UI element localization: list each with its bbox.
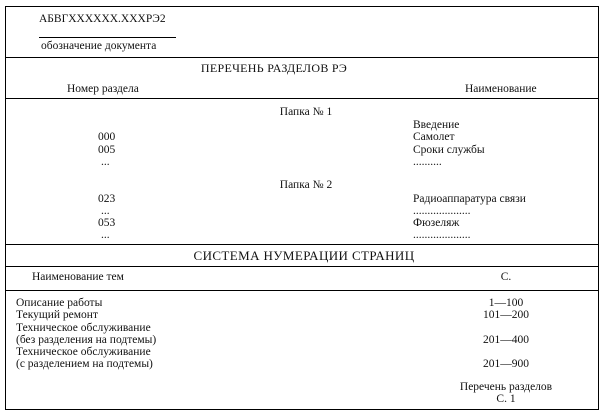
column-header-topic: Наименование тем <box>32 271 124 283</box>
page-range: 101—200 <box>483 309 529 321</box>
sections-list-title: ПЕРЕЧЕНЬ РАЗДЕЛОВ РЭ <box>200 61 348 75</box>
section-number: ... <box>101 156 110 168</box>
sections-header-divider <box>6 98 598 99</box>
topic-name: Техническое обслуживание <box>16 322 151 334</box>
section-number: 053 <box>98 217 116 229</box>
column-header-name: Наименование <box>465 83 537 95</box>
folder-label: Папка № 2 <box>279 179 333 191</box>
section-name: Радиоаппаратура связи <box>413 193 526 205</box>
section-name: .......... <box>413 156 442 168</box>
document-code-caption: обозначение документа <box>41 40 157 52</box>
section-name: .................... <box>413 205 471 217</box>
column-header-page: С. <box>500 271 512 283</box>
section-divider <box>6 244 598 245</box>
numbering-header-divider <box>6 290 598 291</box>
topic-name: (с разделением на подтемы) <box>16 358 153 370</box>
page-range: 201—900 <box>483 358 529 370</box>
numbering-title-divider <box>6 266 598 267</box>
page-range: 1—100 <box>488 297 524 309</box>
column-header-number: Номер раздела <box>67 83 139 95</box>
section-number: 023 <box>98 193 116 205</box>
designation-underline <box>39 37 176 38</box>
header-divider <box>6 57 598 58</box>
topic-name: Техническое обслуживание <box>16 346 151 358</box>
section-name: Самолет <box>413 131 455 143</box>
page-numbering-title: СИСТЕМА НУМЕРАЦИИ СТРАНИЦ <box>193 248 415 263</box>
folder-label: Папка № 1 <box>279 106 333 118</box>
section-name: Фюзеляж <box>413 217 460 229</box>
footer-page-number: С. 1 <box>496 393 516 405</box>
topic-name: Текущий ремонт <box>16 309 98 321</box>
topic-name: Описание работы <box>16 297 103 309</box>
page-range: 201—400 <box>483 334 529 346</box>
section-number: ... <box>101 205 110 217</box>
topic-name: (без разделения на подтемы) <box>16 334 157 346</box>
section-name: Сроки службы <box>413 144 485 156</box>
section-number: 005 <box>98 144 116 156</box>
section-number: 000 <box>98 131 116 143</box>
document-code: АБВГXXXXXX.XXXРЭ2 <box>39 13 166 25</box>
document-form <box>5 6 599 410</box>
footer-label: Перечень разделов <box>459 381 553 393</box>
section-name: Введение <box>413 119 460 131</box>
section-number: ... <box>101 229 110 241</box>
section-name: .................... <box>413 229 471 241</box>
